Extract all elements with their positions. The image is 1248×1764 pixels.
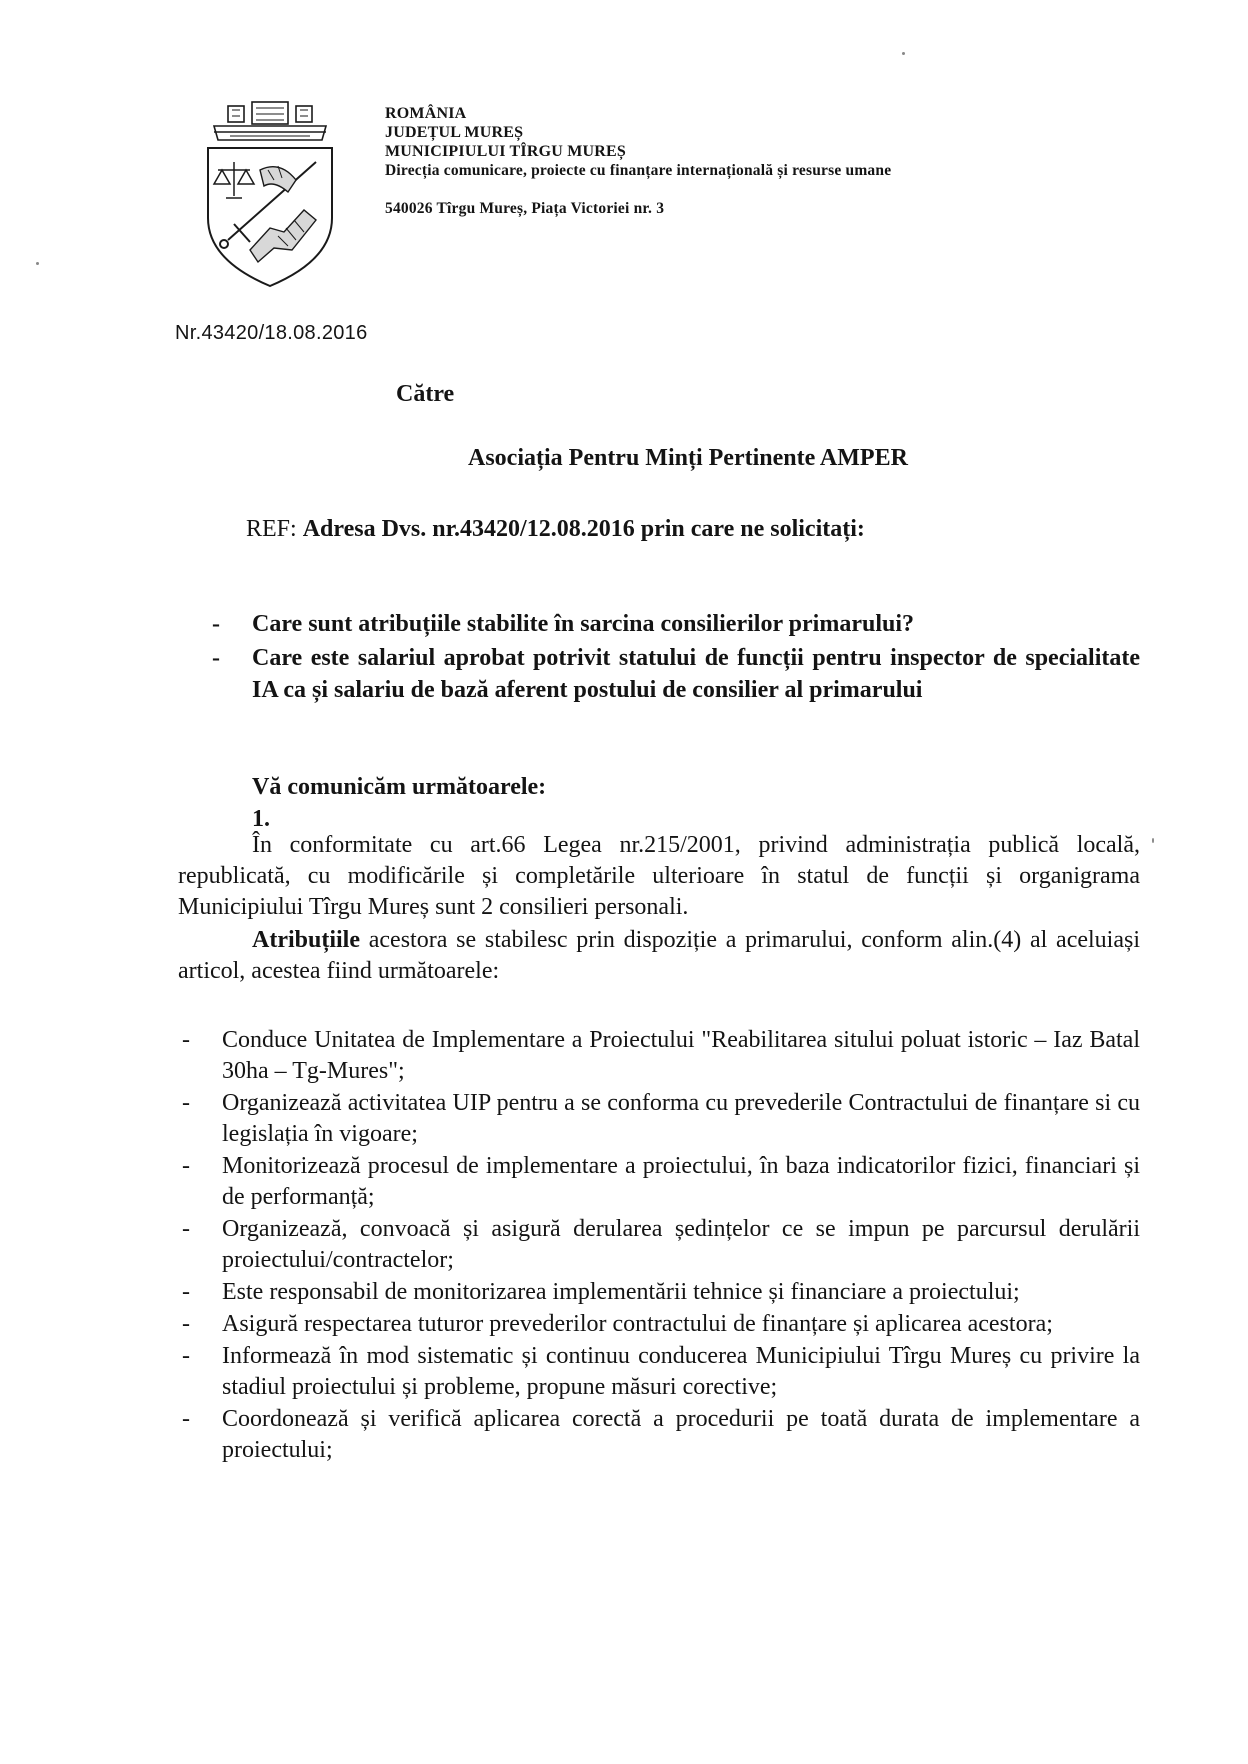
scan-speck xyxy=(36,262,39,265)
recipient-name: Asociația Pentru Minți Pertinente AMPER xyxy=(468,445,908,471)
point-number: 1. xyxy=(252,806,270,832)
list-marker: - xyxy=(212,645,220,671)
attributions-list xyxy=(178,1025,1140,1467)
list-marker: - xyxy=(182,1279,190,1305)
list-marker: - xyxy=(182,1216,190,1242)
scan-speck xyxy=(1152,838,1154,843)
list-item-text: Coordonează și verifică aplicarea corectă a procedurii pe toată durata de implementare a proiectului; xyxy=(222,1406,1140,1463)
paragraph-attributions xyxy=(178,925,1140,987)
letterhead xyxy=(385,104,891,218)
list-item xyxy=(178,1151,1140,1213)
list-marker: - xyxy=(182,1027,190,1053)
list-item-text: Conduce Unitatea de Implementare a Proiectului "Reabilitarea sitului poluat istoric – Iaz Batal 30ha – Tg-Mures"; xyxy=(222,1027,1140,1084)
list-item xyxy=(178,1088,1140,1150)
list-marker: - xyxy=(182,1343,190,1369)
list-marker: - xyxy=(182,1311,190,1337)
response-intro: Vă comunicăm următoarele: xyxy=(252,774,547,800)
attributions-heading: Atribuțiile xyxy=(252,927,360,953)
list-item-text: Asigură respectarea tuturor prevederilor contractului de finanțare și aplicarea acestora; xyxy=(222,1311,1053,1337)
to-label: Către xyxy=(396,381,455,407)
reference-line xyxy=(246,516,865,543)
question-item xyxy=(212,642,1140,706)
list-item xyxy=(178,1277,1140,1308)
question-text: Care este salariul aprobat potrivit statului de funcții pentru inspector de specialitate IA ca și salariu de bază aferent postului de consilier al primarului xyxy=(252,645,1140,703)
list-marker: - xyxy=(182,1153,190,1179)
request-questions xyxy=(212,608,1140,708)
list-item-text: Monitorizează procesul de implementare a proiectului, în baza indicatorilor fizici, financiari și de performanță; xyxy=(222,1153,1140,1210)
list-item xyxy=(178,1025,1140,1087)
list-item-text: Informează în mod sistematic și continuu conducerea Municipiului Tîrgu Mureș cu privire la stadiul proiectului și probleme, propune măsuri corective; xyxy=(222,1343,1140,1400)
list-marker: - xyxy=(212,611,220,637)
county-name: JUDEȚUL MUREȘ xyxy=(385,124,524,141)
department-name: Direcția comunicare, proiecte cu finanțare internațională și resurse umane xyxy=(385,162,892,179)
reference-label: REF: xyxy=(246,516,297,542)
list-item-text: Organizează, convoacă și asigură derularea ședințelor ce se impun pe parcursul derulării proiectului/contractelor; xyxy=(222,1216,1140,1273)
list-marker: - xyxy=(182,1090,190,1116)
office-address: 540026 Tîrgu Mureș, Piața Victoriei nr. 3 xyxy=(385,200,665,217)
country-name: ROMÂNIA xyxy=(385,105,467,122)
list-marker: - xyxy=(182,1406,190,1432)
municipality-name: MUNICIPIULUI TÎRGU MUREȘ xyxy=(385,143,626,160)
list-item-text: Organizează activitatea UIP pentru a se conforma cu prevederile Contractului de finanțare si cu legislația în vigoare; xyxy=(222,1090,1140,1147)
coat-of-arms-icon xyxy=(200,100,340,290)
question-item xyxy=(212,608,1140,640)
response-intro-block xyxy=(252,771,546,835)
paragraph-legal-basis: În conformitate cu art.66 Legea nr.215/2001, privind administrația publică locală, republicată, cu modificările și completările ulterioare în statul de funcții și organigrama Municipiului Tîrgu Mureș sunt 2 consilieri personali. xyxy=(178,832,1140,920)
list-item xyxy=(178,1214,1140,1276)
scan-speck xyxy=(902,52,905,55)
response-body xyxy=(178,830,1140,987)
list-item xyxy=(178,1309,1140,1340)
document-number: Nr.43420/18.08.2016 xyxy=(175,322,368,344)
question-text: Care sunt atribuțiile stabilite în sarcina consilierilor primarului? xyxy=(252,611,915,637)
list-item-text: Este responsabil de monitorizarea implementării tehnice și financiare a proiectului; xyxy=(222,1279,1020,1305)
reference-text: Adresa Dvs. nr.43420/12.08.2016 prin care ne solicitați: xyxy=(302,516,865,542)
list-item xyxy=(178,1404,1140,1466)
list-item xyxy=(178,1341,1140,1403)
attributions-intro-text: acestora se stabilesc prin dispoziție a primarului, conform alin.(4) al aceluiași articol, acestea fiind următoarele: xyxy=(178,927,1140,984)
